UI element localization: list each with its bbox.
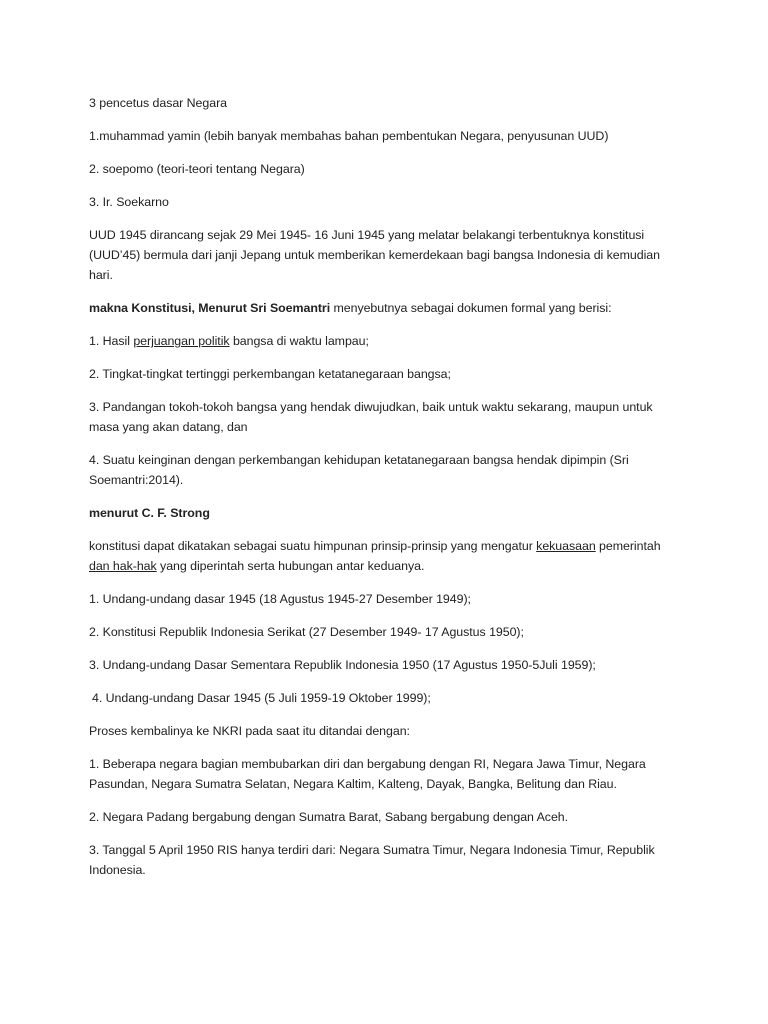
kekuasaan-link[interactable]: kekuasaan xyxy=(536,539,596,553)
strong-heading: menurut C. F. Strong xyxy=(89,506,210,520)
perjuangan-politik-link[interactable]: perjuangan politik xyxy=(133,334,230,348)
constitution-item-1: 1. Undang-undang dasar 1945 (18 Agustus 1945-27 Desember 1949); xyxy=(89,592,471,606)
constitution-item-4: 4. Undang-undang Dasar 1945 (5 Juli 1959-19 Oktober 1999); xyxy=(92,691,431,705)
makna-item-4: 4. Suatu keinginan dengan perkembangan kehidupan ketatanegaraan bangsa hendak dipimpin (Sri Soemantri:2014). xyxy=(89,453,629,487)
nkri-heading: Proses kembalinya ke NKRI pada saat itu ditandai dengan: xyxy=(89,724,410,738)
nkri-item-2: 2. Negara Padang bergabung dengan Sumatra Barat, Sabang bergabung dengan Aceh. xyxy=(89,810,569,824)
strong-definition xyxy=(89,536,684,576)
constitution-item-2: 2. Konstitusi Republik Indonesia Serikat (27 Desember 1949- 17 Agustus 1950); xyxy=(89,625,524,639)
founder-item-2: 2. soepomo (teori-teori tentang Negara) xyxy=(89,162,305,176)
makna-item-2: 2. Tingkat-tingkat tertinggi perkembangan ketatanegaraan bangsa; xyxy=(89,367,451,381)
strong-def-part-1: konstitusi dapat dikatakan sebagai suatu himpunan prinsip-prinsip yang mengatur xyxy=(89,539,537,553)
dan-hak-hak-link[interactable]: dan hak-hak xyxy=(89,559,157,573)
makna-item-1-suffix: bangsa di waktu lampau; xyxy=(229,334,369,348)
document-page xyxy=(89,93,684,893)
founder-item-3: 3. Ir. Soekarno xyxy=(89,195,169,209)
strong-def-part-3: yang diperintah serta hubungan antar keduanya. xyxy=(156,559,425,573)
heading-pencetus: 3 pencetus dasar Negara xyxy=(89,96,227,110)
strong-def-part-2: pemerintah xyxy=(595,539,661,553)
nkri-item-1: 1. Beberapa negara bagian membubarkan diri dan bergabung dengan RI, Negara Jawa Timur, Negara Pasundan, Negara Sumatra Selatan, Negara Kaltim, Kalteng, Dayak, Bangka, Belitung dan Riau. xyxy=(89,757,646,791)
makna-item-1 xyxy=(89,331,684,351)
constitution-item-3: 3. Undang-undang Dasar Sementara Republik Indonesia 1950 (17 Agustus 1950-5Juli 1959); xyxy=(89,658,596,672)
makna-item-1-prefix: 1. Hasil xyxy=(89,334,134,348)
makna-bold-text: makna Konstitusi, Menurut Sri Soemantri xyxy=(89,301,331,315)
uud-paragraph: UUD 1945 dirancang sejak 29 Mei 1945- 16 Juni 1945 yang melatar belakangi terbentuknya konstitusi (UUD’45) bermula dari janji Jepang untuk memberikan kemerdekaan bagi bangsa Indonesia di kemudian hari. xyxy=(89,228,660,282)
makna-item-3: 3. Pandangan tokoh-tokoh bangsa yang hendak diwujudkan, baik untuk waktu sekarang, maupun untuk masa yang akan datang, dan xyxy=(89,400,653,434)
makna-rest-text: menyebutnya sebagai dokumen formal yang berisi: xyxy=(330,301,612,315)
founder-item-1: 1.muhammad yamin (lebih banyak membahas bahan pembentukan Negara, penyusunan UUD) xyxy=(89,129,609,143)
makna-konstitusi-paragraph xyxy=(89,298,684,318)
nkri-item-3: 3. Tanggal 5 April 1950 RIS hanya terdiri dari: Negara Sumatra Timur, Negara Indonesia Timur, Republik Indonesia. xyxy=(89,843,655,877)
